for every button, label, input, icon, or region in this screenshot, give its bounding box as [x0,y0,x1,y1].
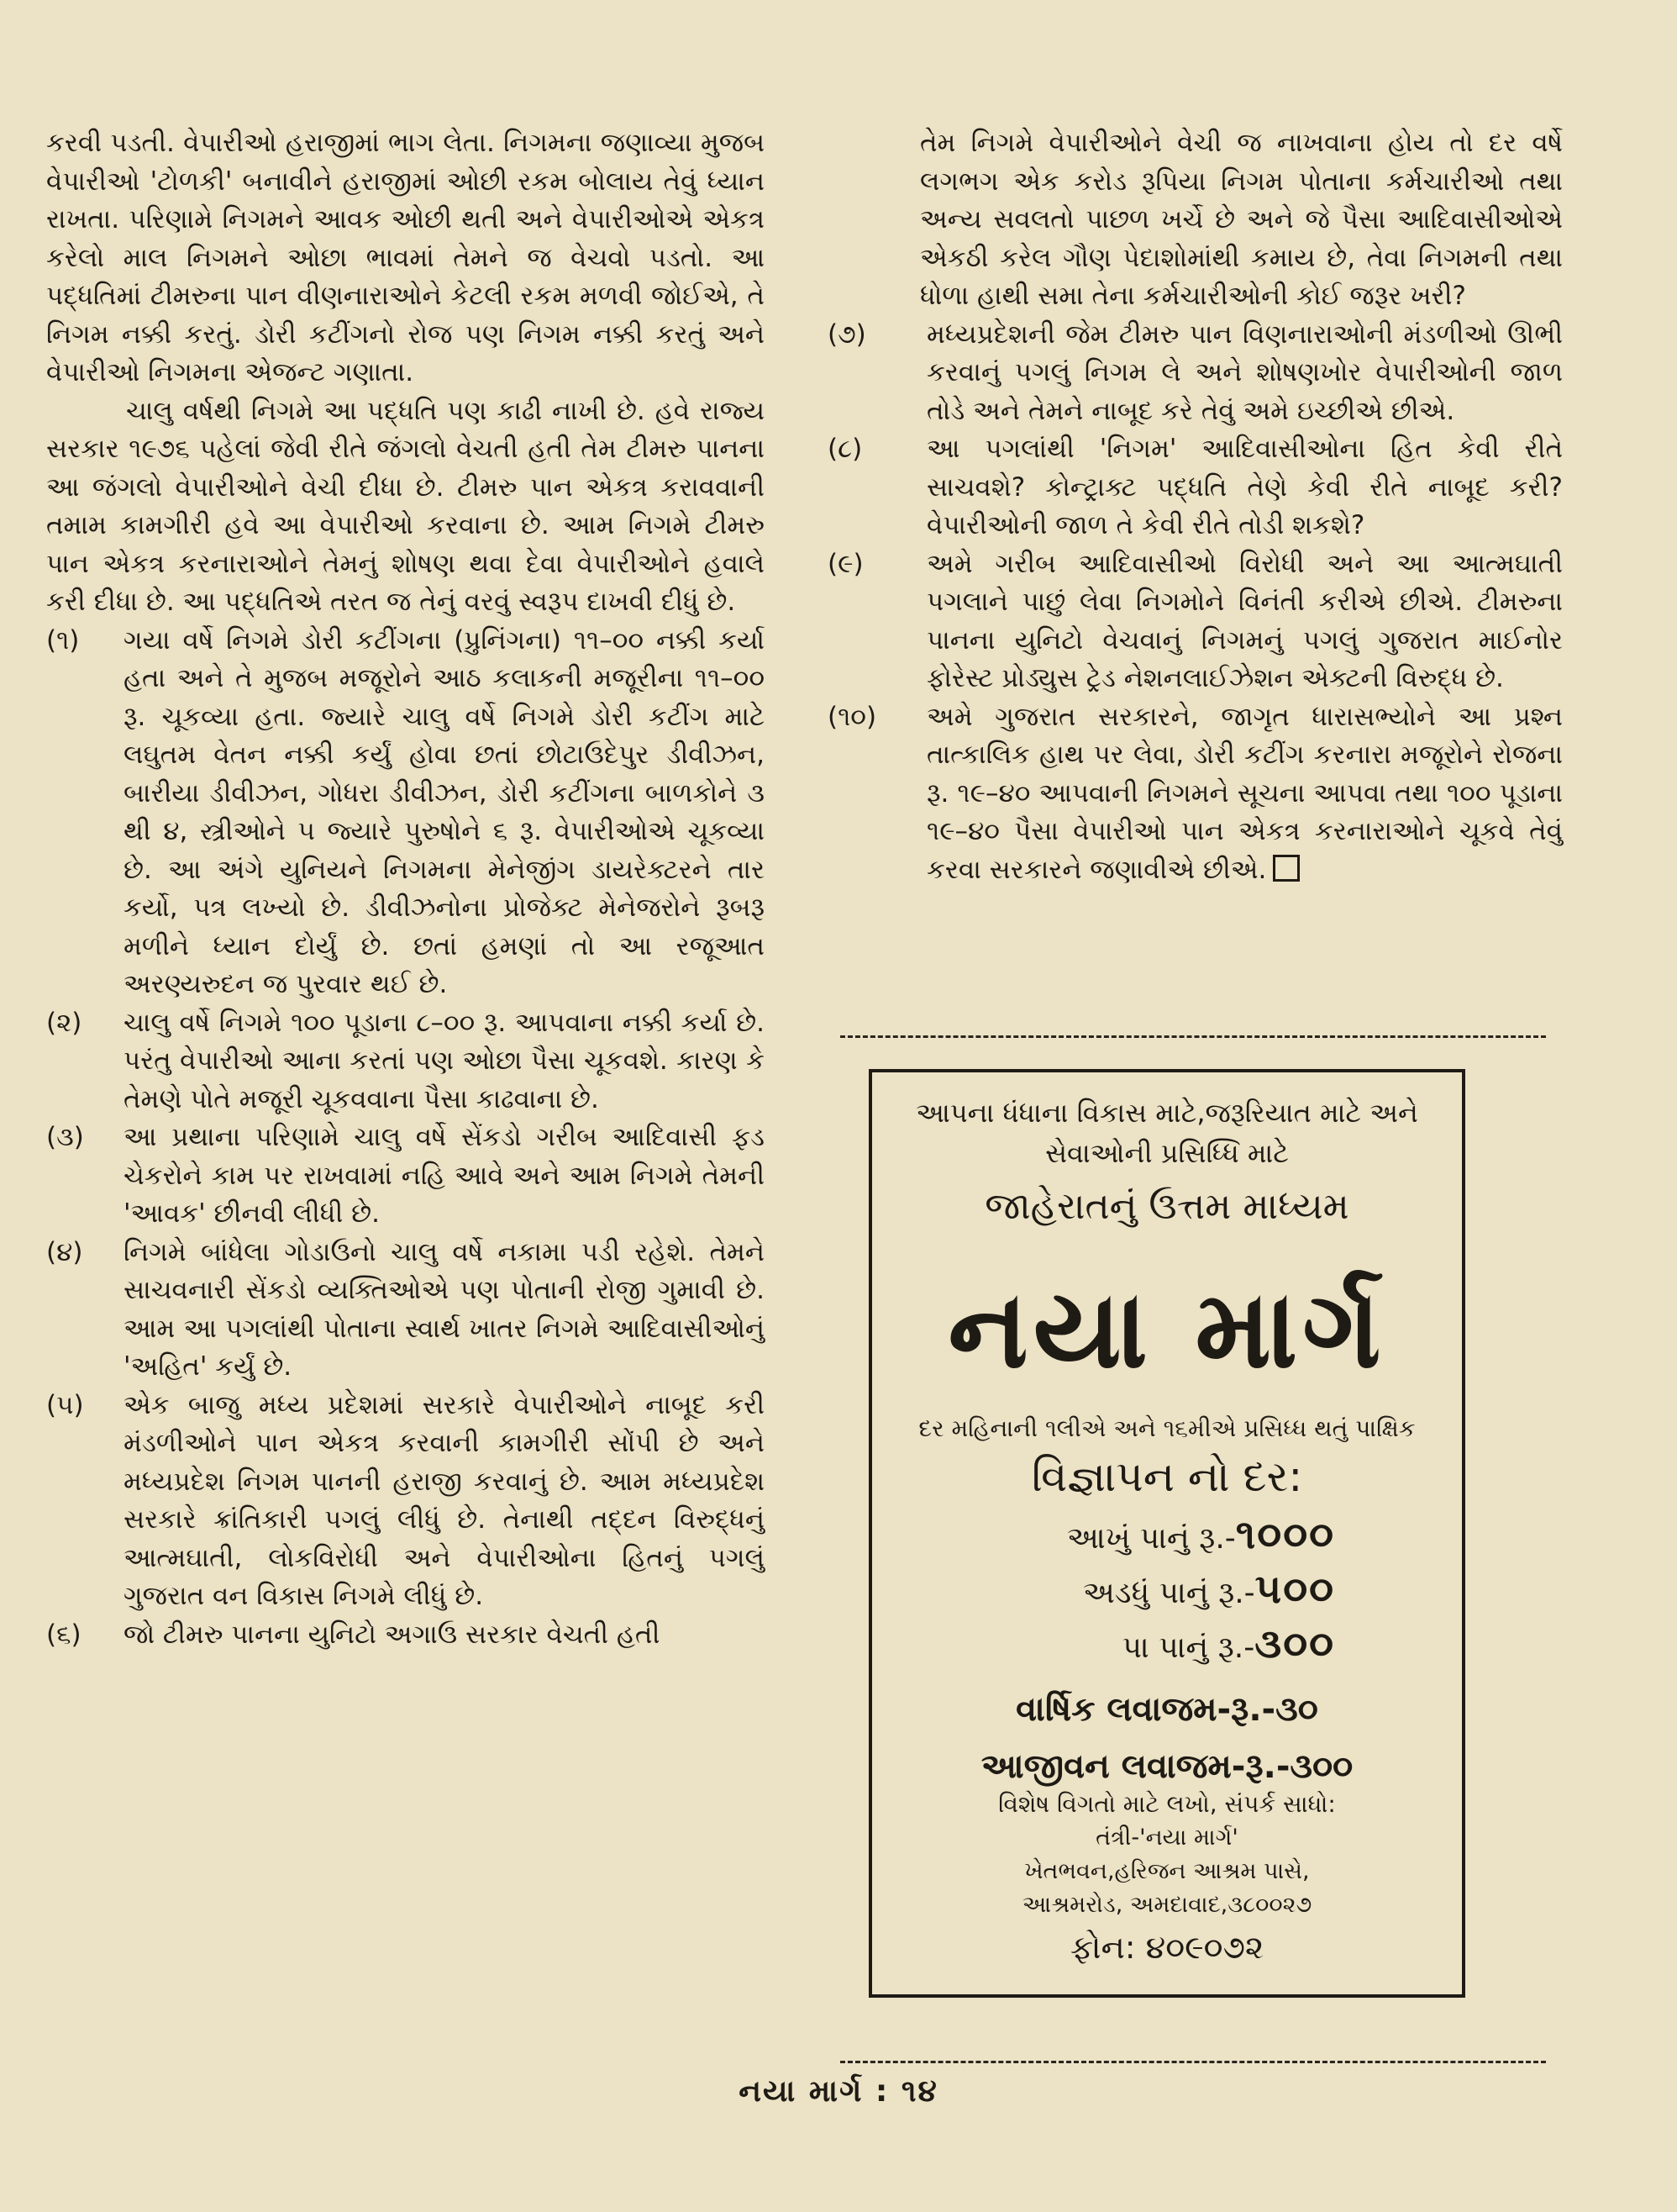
rate-amount: ૩૦૦ [1254,1620,1335,1667]
ad-details: વિશેષ વિગતો માટે લખો, સંપર્ક સાધો: [998,1790,1336,1818]
list-item [828,316,1563,431]
right-column [828,124,1563,889]
item-number: (૭) [828,319,866,350]
rate-label: આખું પાનું રૂ.- [1066,1521,1236,1556]
ad-annual: વાર્ષિક લવાજમ-રૂ.-૩૦ [1016,1690,1318,1729]
list-item [46,1234,765,1387]
rate-amount: ૧૦૦૦ [1235,1511,1335,1558]
item-number: (૧) [46,624,80,656]
list-item [46,1387,765,1616]
rate-label: અડધું પાનું રૂ.- [1082,1576,1255,1610]
ad-editor: તંત્રી-'નયા માર્ગ' [1096,1825,1238,1851]
end-mark-icon [1273,855,1300,882]
right-continuation: તેમ નિગમે વેપારીઓને વેચી જ નાખવાના હોય તો દર વર્ષે લગભગ એક કરોડ રૂપિયા નિગમ પોતાના કર્મચારીઓ તથા અન્ય સવલતો પાછળ ખર્ચે છે અને જે પૈસા આદિવાસીઓએ એકઠી કરેલ ગૌણ પેદાશોમાંથી કમાય છે, તેવા નિગમની તથા ધોળા હાથી સમા તેના કર્મચારીઓની કોઈ જરૂર ખરી? [920,128,1563,311]
separator-top [840,1035,1546,1038]
item-number: (૮) [828,434,863,464]
item-number: (૩) [46,1122,84,1152]
item-number: (૬) [46,1619,81,1650]
item-text: અમે ગરીબ આદિવાસીઓ વિરોધી અને આ આત્મઘાતી પગલાને પાછું લેવા નિગમોને વિનંતી કરીએ છીએ. ટીમરુના પાનના યુનિટો વેચવાનું નિગમનું પગલું ગુજરાત માઈનોર ફોરેસ્ટ પ્રોડ્યુસ ટ્રેડ નેશનલાઈઝેશન એક્ટની વિરુદ્ધ છે. [927,548,1563,693]
item-text: ચાલુ વર્ષે નિગમે ૧૦૦ પૂડાના ૮–૦૦ રૂ. આપવાના નક્કી કર્યા છે. પરંતુ વેપારીઓ આના કરતાં પણ ઓછા પૈસા ચૂકવશે. કારણ કે તેમણે પોતે મજૂરી ચૂકવવાના પૈસા કાઢવાના છે. [124,1007,765,1114]
ad-address-line-1: ખેતભવન,હરિજન આશ્રમ પાસે, [1024,1858,1310,1884]
rate-row [999,1509,1335,1564]
list-item [828,430,1563,545]
item-text: નિગમે બાંધેલા ગોડાઉનો ચાલુ વર્ષે નકામા પડી રહેશે. તેમને સાચવનારી સેંકડો વ્યક્તિઓએ પણ પોતાની રોજી ગુમાવી છે. આમ આ પગલાંથી પોતાના સ્વાર્થ ખાતર નિગમે આદિવાસીઓનું 'અહિત' કર્યું છે. [124,1236,765,1382]
separator-bottom [840,2061,1546,2063]
ad-frequency: દર મહિનાની ૧લીએ અને ૧૬મીએ પ્રસિધ્ધ થતું પાક્ષિક [918,1414,1416,1442]
list-item [828,698,1563,890]
rate-label: પા પાનું રૂ.- [1122,1630,1255,1665]
left-paragraph-2: ચાલુ વર્ષથી નિગમે આ પદ્ધતિ પણ કાઢી નાખી છે. હવે રાજ્ય સરકાર ૧૯૭૬ પહેલાં જેવી રીતે જંગલો વેચતી હતી તેમ ટીમરુ પાનના આ જંગલો વેપારીઓને વેચી દીધા છે. ટીમરુ પાન એકત્ર કરાવવાની તમામ કામગીરી હવે આ વેપારીઓ કરવાના છે. આમ નિગમે ટીમરુ પાન એકત્ર કરનારાઓને તેમનું શોષણ થવા દેવા વેપારીઓને હવાલે કરી દીધા છે. આ પદ્ધતિએ તરત જ તેનું વરવું સ્વરૂપ દાખવી દીધું છે. [46,395,765,617]
item-text: ગયા વર્ષે નિગમે ડોરી કટીંગના (પ્રુનિંગના) ૧૧–૦૦ નક્કી કર્યા હતા અને તે મુજબ મજૂરોને આઠ કલાકની મજૂરીના ૧૧–૦૦ રૂ. ચૂકવ્યા હતા. જ્યારે ચાલુ વર્ષે નિગમે ડોરી કટીંગ માટે લઘુતમ વેતન નક્કી કર્યું હોવા છતાં છોટાઉદેપુર ડીવીઝન, બારીયા ડીવીઝન, ગોધરા ડીવીઝન, ડોરી કટીંગના બાળકોને ૩ થી ૪, સ્ત્રીઓને ૫ જ્યારે પુરુષોને ૬ રૂ. વેપારીઓએ ચૂકવ્યા છે. આ અંગે યુનિયને નિગમના મેનેજીંગ ડાયરેક્ટરને તાર કર્યો, પત્ર લખ્યો છે. ડીવીઝનોના પ્રોજેક્ટ મેનેજરોને રૂબરૂ મળીને ધ્યાન દોર્યું છે. છતાં હમણાં તો આ રજૂઆત અરણ્યરુદન જ પુરવાર થઈ છે. [124,624,765,999]
ad-lifetime: આજીવન લવાજમ-રૂ.-૩૦૦ [980,1747,1354,1786]
page-footer: નયા માર્ગ : ૧૪ [739,2074,938,2109]
ad-title: નયા માર્ગ [948,1267,1386,1393]
ad-tagline: જાહેરાતનું ઉત્તમ માધ્યમ [985,1185,1349,1228]
left-column [46,124,765,1654]
ad-phone: ફોન: ૪૦૯૦૭૨ [1070,1929,1264,1966]
item-number: (૪) [46,1236,83,1267]
ad-intro: આપના ધંધાના વિકાસ માટે,જરૂરિયાત માટે અને સેવાઓની પ્રસિધ્ધિ માટે [916,1097,1418,1169]
item-number: (૯) [828,548,864,579]
rate-row [999,1564,1335,1619]
item-text: આ પ્રથાના પરિણામે ચાલુ વર્ષે સેંકડો ગરીબ આદિવાસી ફડ ચેકરોને કામ પર રાખવામાં નહિ આવે અને આમ નિગમે તેમની 'આવક' છીનવી લીધી છે. [124,1122,765,1229]
rate-amount: ૫૦૦ [1254,1566,1335,1613]
ad-address-line-2: આશ્રમરોડ, અમદાવાદ,૩૮૦૦૨૭ [1022,1892,1312,1918]
ad-rate-list [999,1509,1335,1673]
item-text: જો ટીમરુ પાનના યુનિટો અગાઉ સરકાર વેચતી હતી [124,1619,660,1650]
list-item [828,545,1563,698]
advertisement-box [869,1069,1465,1998]
item-text [927,698,1563,890]
left-paragraph-1: કરવી પડતી. વેપારીઓ હરાજીમાં ભાગ લેતા. નિગમના જણાવ્યા મુજબ વેપારીઓ 'ટોળકી' બનાવીને હરાજીમાં ઓછી રકમ બોલાય તેવું ધ્યાન રાખતા. પરિણામે નિગમને આવક ઓછી થતી અને વેપારીઓએ એકત્ર કરેલો માલ નિગમને ઓછા ભાવમાં તેમને જ વેચવો પડતો. આ પદ્ધતિમાં ટીમરુના પાન વીણનારાઓને કેટલી રકમ મળવી જોઈએ, તે નિગમ નક્કી કરતું. ડોરી કટીંગનો રોજ પણ નિગમ નક્કી કરતું અને વેપારીઓ નિગમના એજન્ટ ગણાતા. [46,128,765,387]
item-number: (૨) [46,1007,82,1038]
item-text-body: અમે ગુજરાત સરકારને, જાગૃત ધારાસભ્યોને આ પ્રશ્ન તાત્કાલિક હાથ પર લેવા, ડોરી કટીંગ કરનારા મજૂરોને રોજના રૂ. ૧૯–૪૦ આપવાની નિગમને સૂચના આપવા તથા ૧૦૦ પૂડાના ૧૯–૪૦ પૈસા વેપારીઓ પાન એકત્ર કરનારાઓને ચૂકવે તેવું કરવા સરકારને જણાવીએ છીએ. [927,701,1563,885]
item-number: (૧૦) [828,701,877,732]
list-item [46,1004,765,1119]
item-text: આ પગલાંથી 'નિગમ' આદિવાસીઓના હિત કેવી રીતે સાચવશે? કોન્ટ્રાક્ટ પદ્ધતિ તેણે કેવી રીતે નાબૂદ કરી? વેપારીઓની જાળ તે કેવી રીતે તોડી શકશે? [927,434,1563,540]
item-number: (૫) [46,1389,84,1420]
list-item [46,1119,765,1234]
rate-row [999,1619,1335,1673]
list-item [46,1616,765,1655]
item-text: મધ્યપ્રદેશની જેમ ટીમરુ પાન વિણનારાઓની મંડળીઓ ઊભી કરવાનું પગલું નિગમ લે અને શોષણખોર વેપારીઓની જાળ તોડે અને તેમને નાબૂદ કરે તેવું અમે ઇચ્છીએ છીએ. [927,319,1563,426]
ad-rates-heading: વિજ્ઞાપન નો દર: [1031,1452,1303,1501]
list-item [46,622,765,1004]
item-text: એક બાજુ મધ્ય પ્રદેશમાં સરકારે વેપારીઓને નાબૂદ કરી મંડળીઓને પાન એકત્ર કરવાની કામગીરી સોંપી છે અને મધ્યપ્રદેશ નિગમ પાનની હરાજી કરવાનું છે. આમ મધ્યપ્રદેશ સરકારે ક્રાંતિકારી પગલું લીધું છે. તેનાથી તદ્દન વિરુદ્ધનું આત્મઘાતી, લોકવિરોધી અને વેપારીઓના હિતનું પગલું ગુજરાત વન વિકાસ નિગમે લીધું છે. [124,1389,765,1611]
